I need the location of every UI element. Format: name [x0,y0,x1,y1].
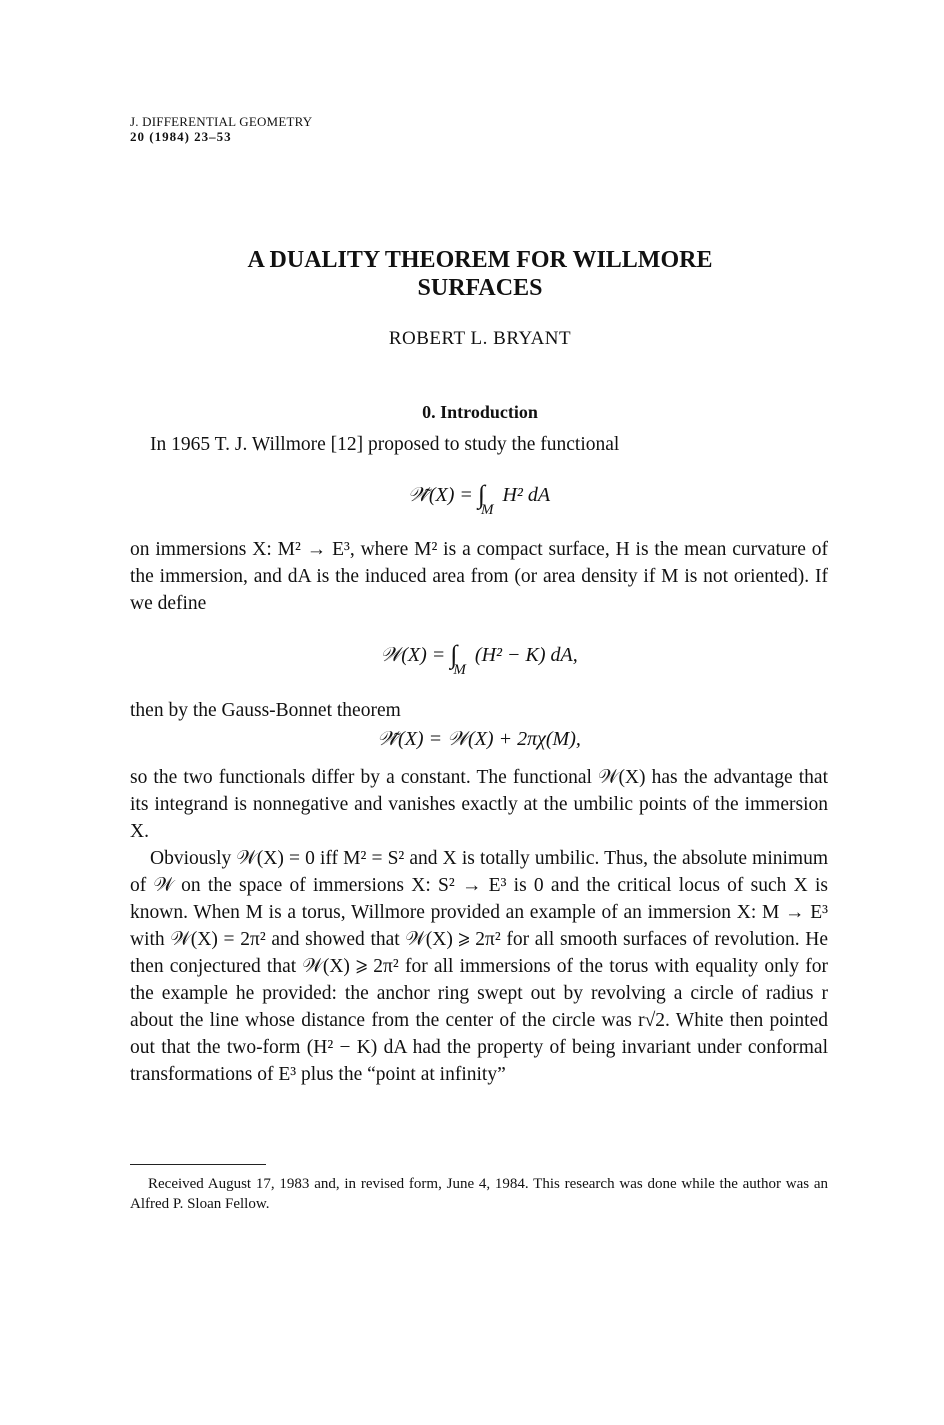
integral-sign: ∫ [477,480,485,509]
equation-1-lhs: 𝒲̃(X) = [407,484,473,506]
journal-volume: 20 (1984) 23–53 [130,129,232,144]
paragraph-3: then by the Gauss-Bonnet theorem [130,700,401,721]
equation-2-lhs: 𝒲(X) = [380,644,446,666]
journal-name: J. DIFFERENTIAL GEOMETRY [130,114,313,129]
integral-sign: ∫ [450,640,458,669]
equation-2-rhs: (H² − K) dA, [474,644,578,666]
footnote: Received August 17, 1983 and, in revised form, June 4, 1984. This research was done while the author was an Alfred P. Sloan Fellow. [130,1176,828,1212]
author-name: ROBERT L. BRYANT [388,328,572,349]
title-line-2: SURFACES [417,275,543,301]
paragraph-5: Obviously 𝒲(X) = 0 iff M² = S² and X is totally umbilic. Thus, the absolute minimum of 𝒲 on the space of immersions X: S² → E³ is 0 and the critical locus of such X is known. When M is a torus, Willmore provided an example of an immersion X: M → E³ with 𝒲(X) = 2π² and showed that 𝒲(X) ⩾ 2π² for all smooth surfaces of revolution. He then conjectured that 𝒲(X) ⩾ 2π² for all immersions of the torus with equality only for the example he provided: the anchor ring swept out by revolving a circle of radius r about the line whose distance from the center of the circle was r√2. White then pointed out that the two-form (H² − K) dA had the property of being invariant under conformal transformations of E³ plus the “point at infinity” [130,848,828,1085]
paragraph-2: on immersions X: M² → E³, where M² is a compact surface, H is the mean curvature of the immersion, and dA is the induced area from (or area density if M is not oriented). If we define [130,539,828,614]
equation-2 [130,638,828,678]
paper-title [130,246,830,302]
section-heading: 0. Introduction [422,402,538,422]
title-line-1: A DUALITY THEOREM FOR WILLMORE [247,247,713,273]
intro-paragraph: In 1965 T. J. Willmore [12] proposed to study the functional [150,434,620,455]
journal-header [130,114,312,144]
equation-1-rhs: H² dA [502,484,551,506]
footnote-rule [130,1164,266,1165]
equation-3: 𝒲̃(X) = 𝒲(X) + 2πχ(M), [377,728,581,750]
equation-2-subscript: M [453,662,466,678]
equation-1 [130,478,828,518]
paragraph-4: so the two functionals differ by a constant. The functional 𝒲(X) has the advantage that its integrand is nonnegative and vanishes exactly at the umbilic points of the immersion X. [130,767,828,842]
equation-1-subscript: M [480,502,494,518]
